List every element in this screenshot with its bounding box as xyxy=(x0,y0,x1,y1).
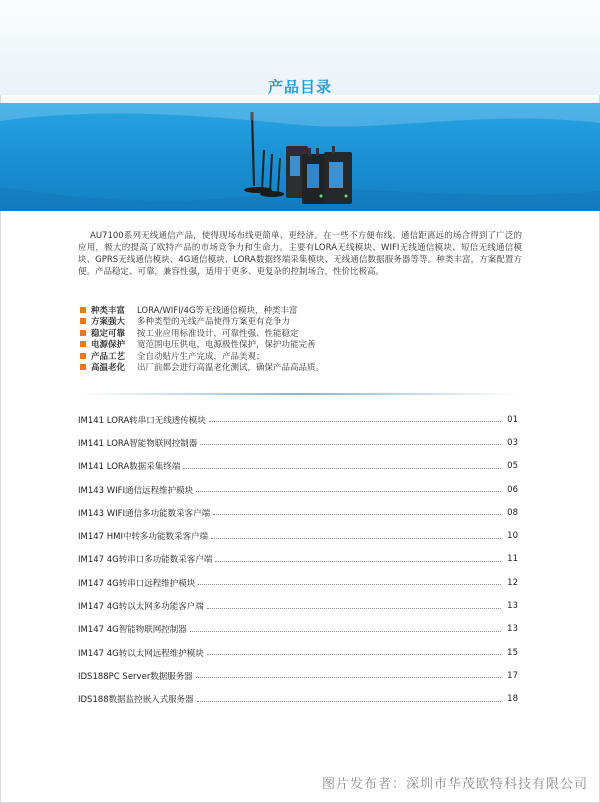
toc-page: 06 xyxy=(507,484,518,495)
toc-title: IM141 LORA数据采集终端 xyxy=(78,462,181,473)
toc-page: 13 xyxy=(507,601,518,612)
toc-page: 18 xyxy=(507,694,518,705)
toc-entry[interactable] xyxy=(78,431,518,454)
toc-entry[interactable] xyxy=(78,571,518,594)
toc-title: IM147 4G智能物联网控制器 xyxy=(78,625,187,636)
toc-entry[interactable] xyxy=(78,618,518,641)
toc-entry[interactable] xyxy=(78,478,518,501)
toc-page: 03 xyxy=(507,437,518,448)
toc-page: 12 xyxy=(507,577,518,588)
toc-page: 11 xyxy=(507,554,518,565)
toc-entry[interactable] xyxy=(78,524,518,547)
toc-leader xyxy=(213,514,501,515)
feature-desc: 出厂前都会进行高温老化测试，确保产品高品质。 xyxy=(137,363,325,373)
feature-desc: 全自动贴片生产完成，产品美观； xyxy=(137,351,265,362)
feature-item xyxy=(80,327,520,338)
toc-entry[interactable] xyxy=(78,408,518,431)
toc-leader xyxy=(207,608,501,609)
feature-name: 电源保护 xyxy=(91,340,126,350)
toc-page: 13 xyxy=(507,624,518,635)
toc-title: IM143 WIFI通信远程维护模块 xyxy=(78,485,194,496)
toc-entry[interactable] xyxy=(78,501,518,524)
table-of-contents xyxy=(78,408,518,711)
publisher-credit: 图片发布者：深圳市华茂欧特科技有限公司 xyxy=(321,777,588,792)
toc-leader xyxy=(197,701,501,702)
section-divider xyxy=(78,393,522,395)
toc-entry[interactable] xyxy=(78,548,518,571)
toc-leader xyxy=(196,491,501,492)
square-bullet-icon xyxy=(80,353,86,359)
toc-leader xyxy=(207,654,501,655)
toc-leader xyxy=(198,584,501,585)
toc-leader xyxy=(183,468,501,469)
toc-title: IM141 LORA智能物联网控制器 xyxy=(78,438,198,449)
feature-desc: 宽范围电压供电，电源极性保护，保护功能完善 xyxy=(137,340,316,350)
toc-page: 05 xyxy=(507,461,518,472)
feature-item xyxy=(80,339,520,350)
toc-page: 08 xyxy=(507,507,518,518)
feature-desc: LORA/WIFI/4G等无线通信模块，种类丰富 xyxy=(137,305,298,316)
feature-desc: 按工业应用标准设计，可靠性强、性能稳定 xyxy=(137,328,299,339)
square-bullet-icon xyxy=(80,364,86,370)
product-device-image xyxy=(228,106,358,210)
feature-name: 产品工艺 xyxy=(91,351,126,362)
toc-title: IM147 4G转以太网多功能客户端 xyxy=(78,602,204,613)
toc-leader xyxy=(211,538,501,539)
toc-title: IM147 HMI中转多功能数采客户端 xyxy=(78,532,208,543)
feature-name: 稳定可靠 xyxy=(91,328,126,339)
toc-title: IDS188PC Server数据服务器 xyxy=(78,671,193,682)
feature-desc: 多种类型的无线产品使得方案更有竞争力 xyxy=(137,317,291,327)
toc-entry[interactable] xyxy=(78,455,518,478)
toc-entry[interactable] xyxy=(78,664,518,687)
toc-title: IM147 4G转串口远程维护模块 xyxy=(78,578,196,589)
toc-entry[interactable] xyxy=(78,688,518,711)
feature-name: 种类丰富 xyxy=(91,305,126,316)
square-bullet-icon xyxy=(80,330,86,336)
toc-title: IM147 4G转串口多功能数采客户端 xyxy=(78,555,213,566)
toc-entry[interactable] xyxy=(78,594,518,617)
feature-name: 高温老化 xyxy=(91,363,126,373)
toc-page: 17 xyxy=(507,670,518,681)
toc-leader xyxy=(190,631,501,632)
toc-entry[interactable] xyxy=(78,641,518,664)
square-bullet-icon xyxy=(80,341,86,347)
feature-name: 方案强大 xyxy=(91,317,126,327)
toc-leader xyxy=(196,677,501,678)
feature-item xyxy=(80,362,520,373)
toc-title: IDS188数据监控嵌入式服务器 xyxy=(78,695,194,706)
toc-page: 15 xyxy=(507,647,518,658)
toc-title: IM141 LORA转串口无线透传模块 xyxy=(78,415,206,426)
page-title: 产品目录 xyxy=(267,78,332,96)
toc-page: 10 xyxy=(507,531,518,542)
toc-title: IM147 4G转以太网远程维护模块 xyxy=(78,648,204,659)
feature-list xyxy=(80,304,520,373)
square-bullet-icon xyxy=(80,307,86,313)
toc-leader xyxy=(209,421,501,422)
toc-leader xyxy=(215,561,501,562)
feature-item xyxy=(80,316,520,327)
feature-item xyxy=(80,350,520,361)
toc-page: 01 xyxy=(507,414,518,425)
toc-title: IM143 WIFI通信多功能数采客户端 xyxy=(78,508,211,519)
feature-item xyxy=(80,304,520,315)
toc-leader xyxy=(200,444,501,445)
square-bullet-icon xyxy=(80,318,86,324)
intro-paragraph: AU7100系列无线通信产品，使得现场布线更简单、更经济。在一些不方便布线、通信距离远的场合得到了广泛的应用，极大的提高了欧特产品的市场竞争力和生命力。主要有LORA无线模块、WIFI无线通信模块、短信无线通信模块、GPRS无线通信模块、4G通信模块、LORA数据终端采集模块、无线通信数据服务器等等。种类丰富，方案配置方便。产品稳定、可靠，兼容性强，适用于更多、更复杂的控制场合，性价比极高。 xyxy=(78,230,522,277)
